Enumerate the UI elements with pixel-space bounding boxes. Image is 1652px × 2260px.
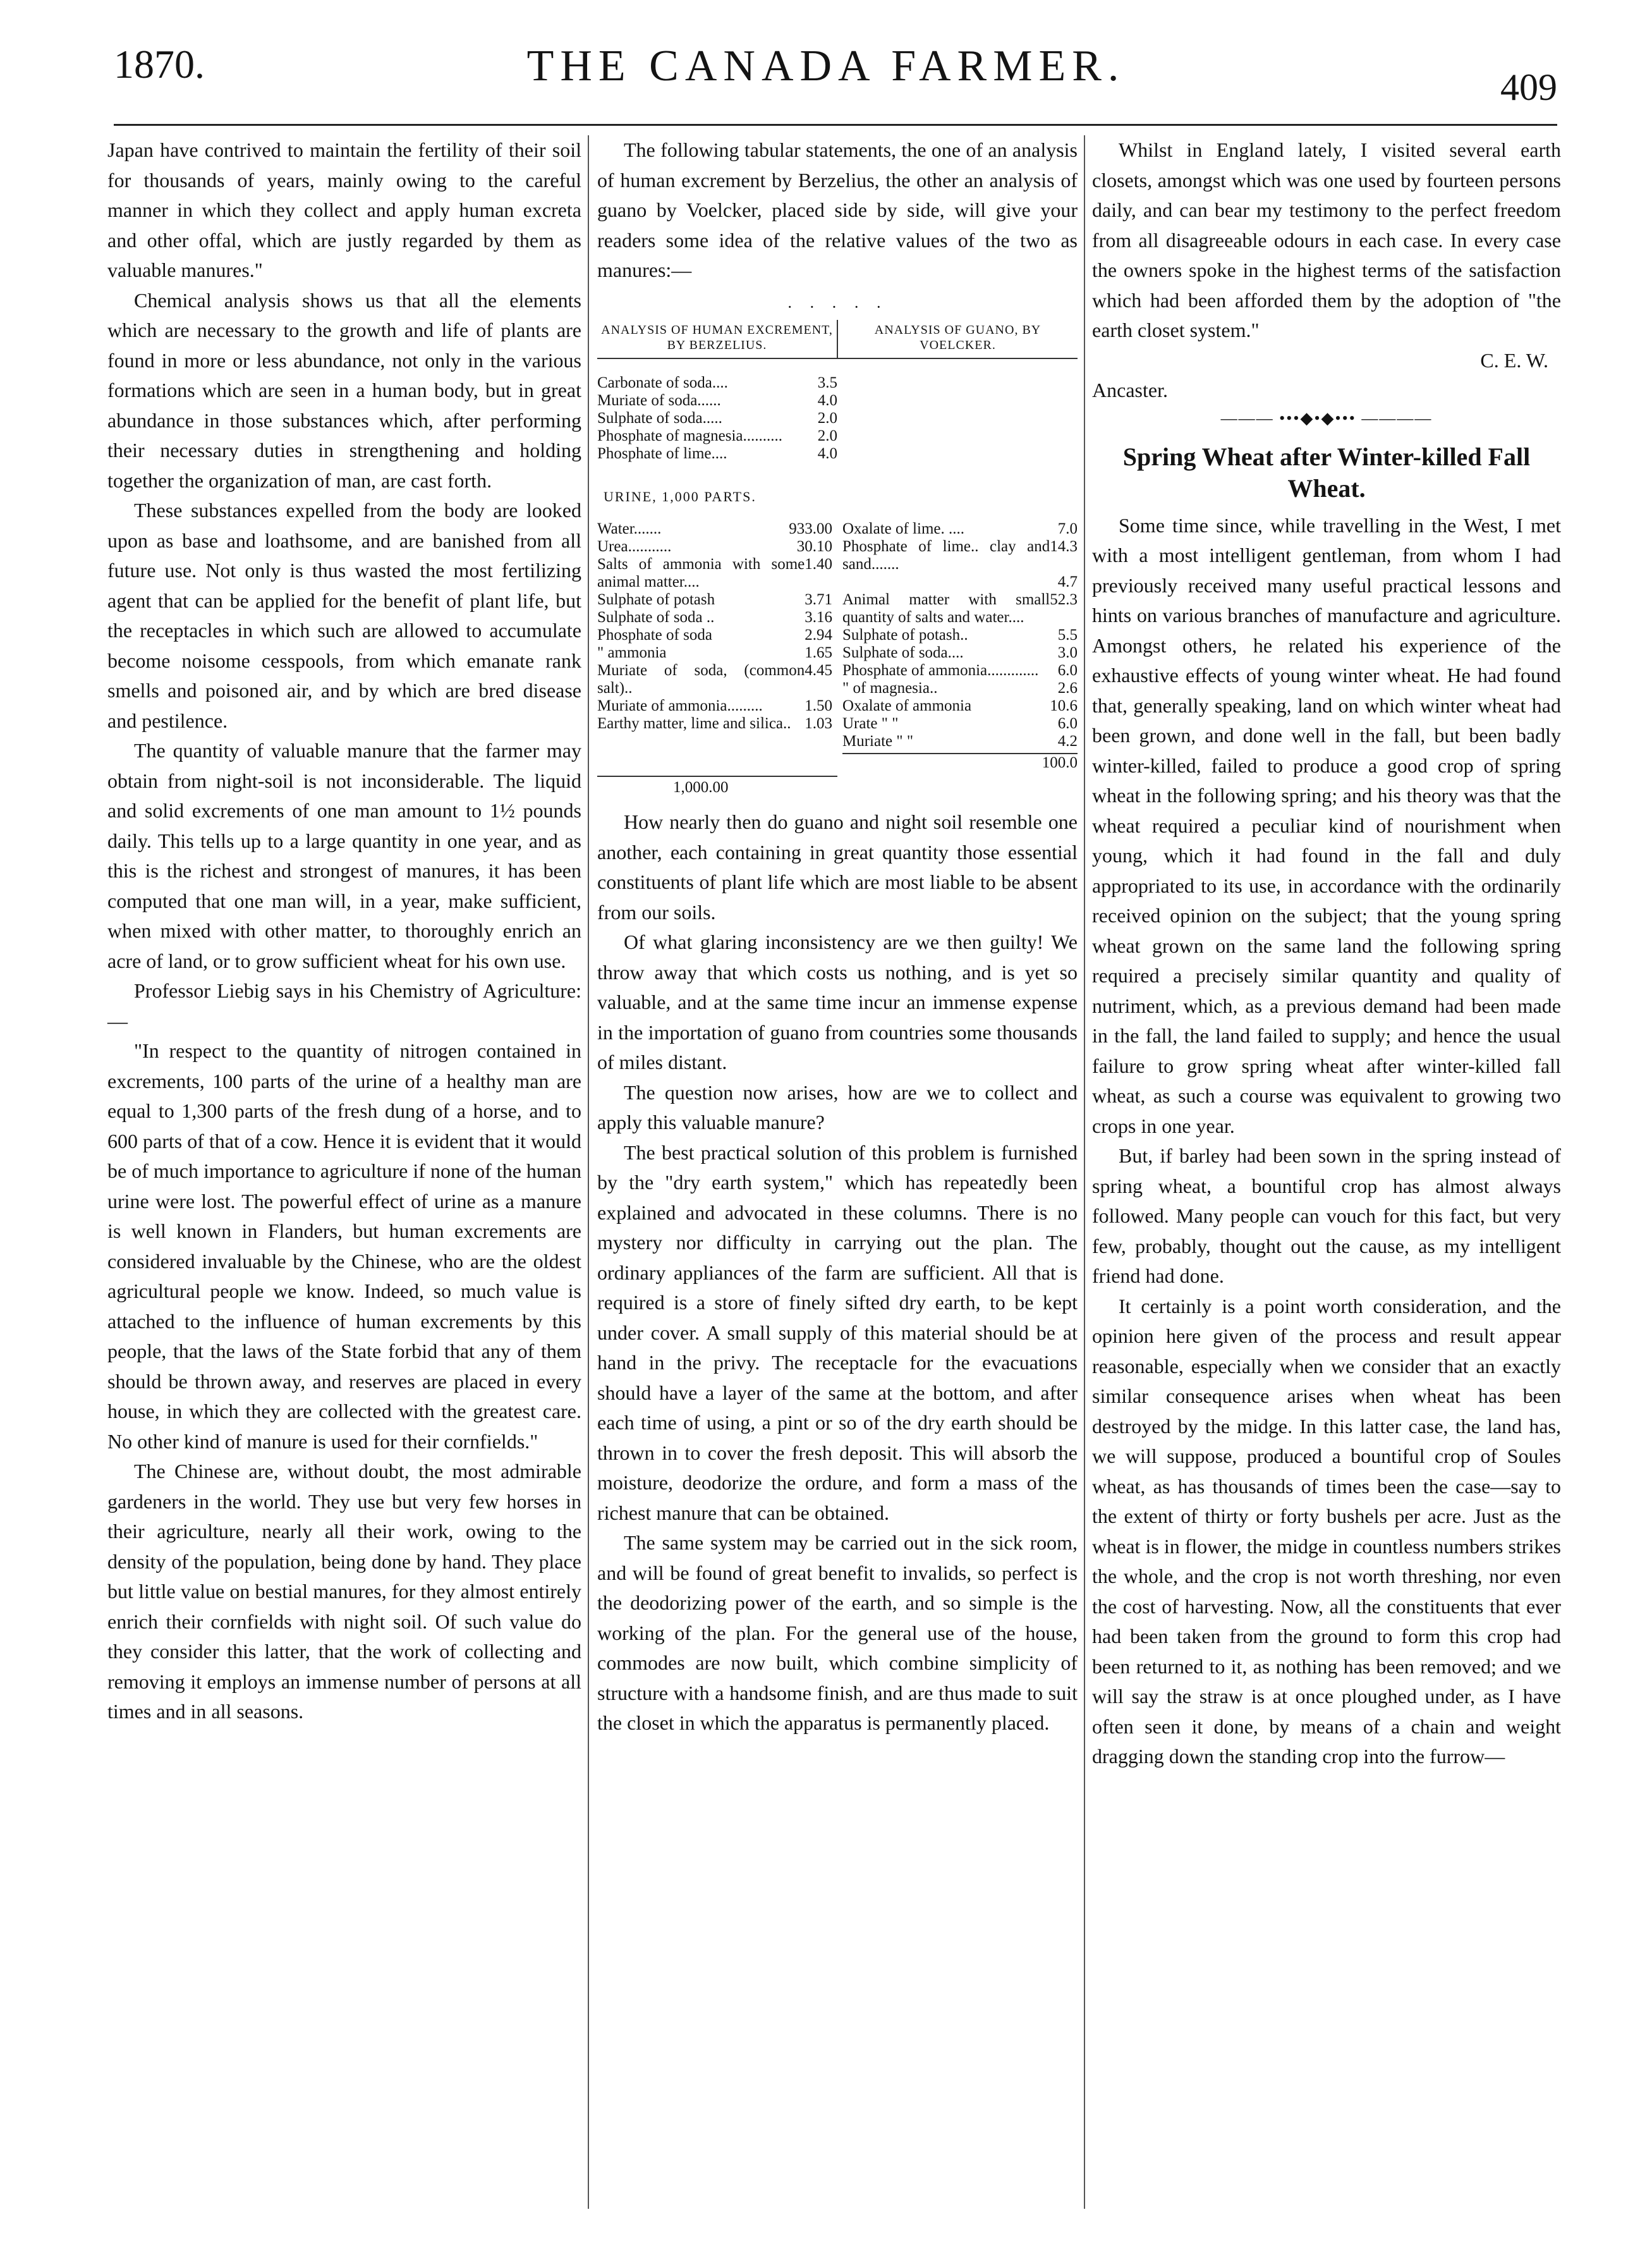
urine-value: 3.16 [805,609,832,626]
urine-value: 1.03 [805,715,832,732]
table-header-left: ANALYSIS OF HUMAN EXCREMENT, BY BERZELIUS. [597,320,838,358]
analysis-table [597,295,1078,799]
guano-name: " of magnesia.. [842,680,938,697]
guano-row [842,715,1078,733]
excrement-value: 4.0 [817,391,837,409]
excrement-value: 3.5 [817,374,837,391]
guano-row [842,697,1078,715]
excrement-name: Sulphate of soda..... [597,409,722,427]
table-dots: · · · · · [787,297,888,316]
col2-paragraph-5: The best practical solution of this problem is furnished by the "dry earth system," which has repeatedly been explained and advocated in these columns. There is no mystery nor difficulty in carrying out the plan. The ordinary appliances of the farm are sufficient. All that is required is a store of finely sifted dry earth, to be kept under cover. A small supply of this material should be at hand in the privy. The receptacle for the evacuations should have a layer of the same at the bottom, and after each time of using, a pint or so of the dry earth should be thrown in to cover the fresh deposit. This will absorb the moisture, deodorize the ordure, and form a mass of the richest manure that can be obtained. [597,1140,1078,1524]
guano-name: Urate " " [842,715,899,732]
excrement-row [597,410,837,427]
urine-name: Muriate of ammonia......... [597,697,763,714]
guano-value: 4.2 [1057,733,1078,750]
urine-row [597,697,832,715]
urine-value: 30.10 [796,538,832,555]
section-ornament: ——— •••◆•◆••• ———— [1220,408,1433,427]
col2-paragraph-2: How nearly then do guano and night soil resemble one another, each containing in great quantity those essential constituents of plant life which are most liable to be absent from our soils. [597,810,1078,924]
col2-paragraph-6: The same system may be carried out in the sick room, and will be found of great benefit to invalids, so perfect is the deodorizing power of the earth, and so simple is the working of the plan. For the general use of the house, commodes are now built, which combine simplicity of structure with a handsome finish, and are thus made to suit the closet in which the apparatus is permanently placed. [597,1531,1078,1734]
column-2 [597,135,1078,1738]
column-1 [107,135,581,1727]
urine-value: 4.45 [805,662,832,679]
guano-value: 6.0 [1057,715,1078,732]
urine-row [597,644,832,662]
urine-subheading: URINE, 1,000 PARTS. [604,488,756,504]
table-header [597,320,1078,359]
excrement-rows [597,359,837,463]
page-number: 409 [1500,66,1557,108]
guano-value: 10.6 [1050,697,1078,714]
urine-name: " ammonia [597,644,667,661]
urine-row [597,556,832,591]
urine-row [597,591,832,609]
excrement-name: Phosphate of lime.... [597,444,727,462]
excrement-name: Muriate of soda...... [597,391,721,409]
urine-name: Phosphate of soda [597,626,712,644]
urine-row [597,662,832,697]
guano-total-row [842,753,1078,772]
excrement-value: 2.0 [817,409,837,427]
excrement-name: Carbonate of soda.... [597,374,728,391]
table-header-right: ANALYSIS OF GUANO, BY VOELCKER. [874,322,1042,352]
urine-name: Sulphate of soda .. [597,609,715,626]
guano-value: 4.7 [1057,573,1078,590]
urine-row [597,520,832,538]
urine-name: Water....... [597,520,662,537]
guano-row [842,626,1078,644]
excrement-row [597,427,837,445]
urine-row [597,715,832,733]
guano-name: Phosphate of ammonia............. [842,662,1039,679]
excrement-row [597,445,837,463]
col1-paragraph-3: These substances expelled from the body are looked upon as base and loathsome, and are banished from all future use. Not only is thus wasted the most fertilizing agent that can be applied for the benefit of plant life, but the receptacles in which such are allowed to accumulate become noisome cesspools, from which emanate rank smells and poisoned air, and by which are bred disease and pestilence. [107,499,581,732]
col1-paragraph-4: The quantity of valuable manure that the farmer may obtain from night-soil is not inconsiderable. The liquid and solid excrements of one man amount to 1½ pounds daily. This tells up to a large quantity in one year, and as this is the richest and strongest of manures, it has been computed that one man will, in a year, make sufficient, when mixed with other matter, to thoroughly enrich an acre of land, or to grow sufficient wheat for his own use. [107,739,581,972]
guano-row [842,680,1078,697]
urine-row [597,626,832,644]
col3-paragraph-2: Some time since, while travelling in the West, I met with a most intelligent gentleman, from whom I had previously received many useful practical lessons and hints on various branches of manufacture and agriculture. Amongst others, he related his experience of the exhaustive effects of young winter wheat. He had found that, generally speaking, land on which winter wheat had been grown, and done well in the fall, but been badly winter-killed, failed to produce a good crop of spring wheat in the following spring; and his theory was that the wheat required a peculiar kind of nourishment when young, which it had found in the fall and duly appropriated to its use, in accordance with the ordinarily received opinion on the subject; that the young spring wheat grown on the same land the following spring required a precisely similar quantity and quality of nutriment, which, as a previous demand had been made in the fall, the land failed to supply; and hence the usual failure to grow spring wheat after winter-killed fall wheat, as such a course was equivalent to growing two crops in one year. [1092,513,1561,1137]
guano-value: 2.6 [1057,680,1078,697]
guano-name: Animal matter with small quantity of salts and water.... [842,591,1050,626]
excrement-row [597,392,837,410]
guano-name: Muriate " " [842,733,914,750]
excrement-row [597,374,837,392]
excrement-value: 4.0 [817,444,837,462]
col3-paragraph-3: But, if barley had been sown in the spring instead of spring wheat, a bountiful crop has almost always followed. Many people can vouch for this fact, but very few, probably, thought out the cause, as my intelligent friend had done. [1092,1144,1561,1287]
col1-paragraph-2: Chemical analysis shows us that all the elements which are necessary to the growth and life of plants are found in more or less abundance, not only in the various formations which are seen in a human body, but in great abundance in those substances which, after performing their necessary duties in strengthening and holding together the organization of man, are cast forth. [107,288,581,492]
guano-rows [842,520,1078,750]
urine-value: 2.94 [805,626,832,644]
header-rule [114,124,1557,126]
urine-name: Muriate of soda, (common salt).. [597,662,805,697]
guano-value: 14.3 [1050,538,1078,555]
urine-value: 1.65 [805,644,832,661]
guano-name: Sulphate of potash.. [842,626,968,644]
guano-row [842,573,1078,591]
guano-total: 100.0 [1042,754,1078,771]
guano-name: Sulphate of soda.... [842,644,964,661]
article-heading: Spring Wheat after Winter-killed Fall Wheat. [1122,442,1531,503]
urine-name: Earthy matter, lime and silica.. [597,715,791,732]
urine-row [597,609,832,626]
urine-guano-rows [597,520,1078,772]
guano-row [842,591,1078,626]
urine-rows [597,520,837,772]
column-3 [1092,135,1561,1772]
guano-name: Oxalate of lime. .... [842,520,964,537]
col2-paragraph-4: The question now arises, how are we to collect and apply this valuable manure? [597,1080,1078,1133]
urine-name: Salts of ammonia with some animal matter.... [597,556,805,590]
excrement-name: Phosphate of magnesia.......... [597,427,783,444]
col2-paragraph-1: The following tabular statements, the one of an analysis of human excrement by Berzelius, the other an analysis of guano by Voelcker, placed side by side, will give your readers some idea of the relative values of the two as manures:— [597,138,1078,281]
masthead-title: THE CANADA FARMER. [526,42,1126,90]
guano-row [842,520,1078,538]
urine-value: 1.40 [805,556,832,573]
urine-row [597,538,832,556]
guano-value: 5.5 [1057,626,1078,644]
urine-name: Urea........... [597,538,672,555]
guano-column [837,520,1078,772]
guano-value: 7.0 [1057,520,1078,537]
urine-name: Sulphate of potash [597,591,715,608]
col1-paragraph-5: Professor Liebig says in his Chemistry of Agriculture:— [107,979,581,1032]
col1-paragraph-1: Japan have contrived to maintain the fertility of their soil for thousands of years, mainly owing to the careful manner in which they collect and apply human excreta and other offal, which are justly regarded by them as valuable manures." [107,138,581,281]
guano-name: Phosphate of lime.. clay and sand....... [842,538,1050,573]
author-signature: C. E. W. [1480,348,1548,372]
col1-quotation: "In respect to the quantity of nitrogen contained in excrements, 100 parts of the urine of a healthy man are equal to 1,300 parts of the fresh dung of a horse, and to 600 parts of that of a cow. Hence it is evident that it would be of much importance to agriculture if none of the human urine were lost. The powerful effect of urine as a manure is well known in Flanders, but human excrements are considered invaluable by the Chinese, who are the oldest agricultural people we know. Indeed, so much value is attached to the influence of human excrements by this people, that the laws of the State forbid that any of them should be thrown away, and reserves are placed in every house, in which they are collected with the greatest care. No other kind of manure is used for their cornfields." [107,1039,581,1453]
guano-row [842,538,1078,573]
author-place: Ancaster. [1092,379,1168,401]
guano-row [842,662,1078,680]
guano-value: 6.0 [1057,662,1078,679]
excrement-value: 2.0 [817,427,837,444]
col3-paragraph-1: Whilst in England lately, I visited several earth closets, amongst which was one used by fourteen persons daily, and can bear my testimony to the perfect freedom from all disagreeable odours in each case. In every case the owners spoke in the highest terms of the satisfaction which had been afforded them by the adoption of "the earth closet system." [1092,138,1561,341]
guano-row [842,644,1078,662]
guano-row [842,733,1078,750]
col2-paragraph-3: Of what glaring inconsistency are we then guilty! We throw away that which costs us nothing, and is yet so valuable, and at the same time incur an immense expense in the importation of guano from countries some thousands of miles distant. [597,931,1078,1073]
col1-paragraph-7: The Chinese are, without doubt, the most admirable gardeners in the world. They use but very few horses in their agriculture, nearly all their work, owing to the density of the population, being done by hand. They place but little value on bestial manures, for they almost entirely enrich their cornfields with night soil. Of such value do they consider this latter, that the work of collecting and removing it employs an immense number of persons at all times and in all seasons. [107,1460,581,1723]
urine-value: 3.71 [805,591,832,608]
guano-value: 3.0 [1057,644,1078,661]
header-year: 1870. [114,42,205,87]
urine-value: 1.50 [805,697,832,714]
guano-name: Oxalate of ammonia [842,697,972,714]
column-divider-2 [1084,135,1085,2209]
col3-paragraph-4: It certainly is a point worth consideration, and the opinion here given of the process and result appear reasonable, especially when we consider that an exactly similar consequence arises when wheat has been destroyed by the midge. In this latter case, the land has, we will suppose, produced a bountiful crop of Soules wheat, as has thousands of times been the case—say to the extent of thirty or forty bushels per acre. Just as the wheat is in flower, the midge in countless numbers strikes the whole, and the crop is not worth threshing, nor even the cost of harvesting. Now, all the constituents that ever had been taken from the ground to form this crop had been returned to it, as nothing has been removed; and we will say the straw is at once ploughed under, as I have often seen it done, by means of a chain and weight dragging down the standing crop into the furrow— [1092,1294,1561,1768]
urine-value: 933.00 [789,520,832,537]
urine-total: 1,000.00 [673,779,729,796]
guano-value: 52.3 [1050,591,1078,608]
column-divider-1 [588,135,589,2209]
